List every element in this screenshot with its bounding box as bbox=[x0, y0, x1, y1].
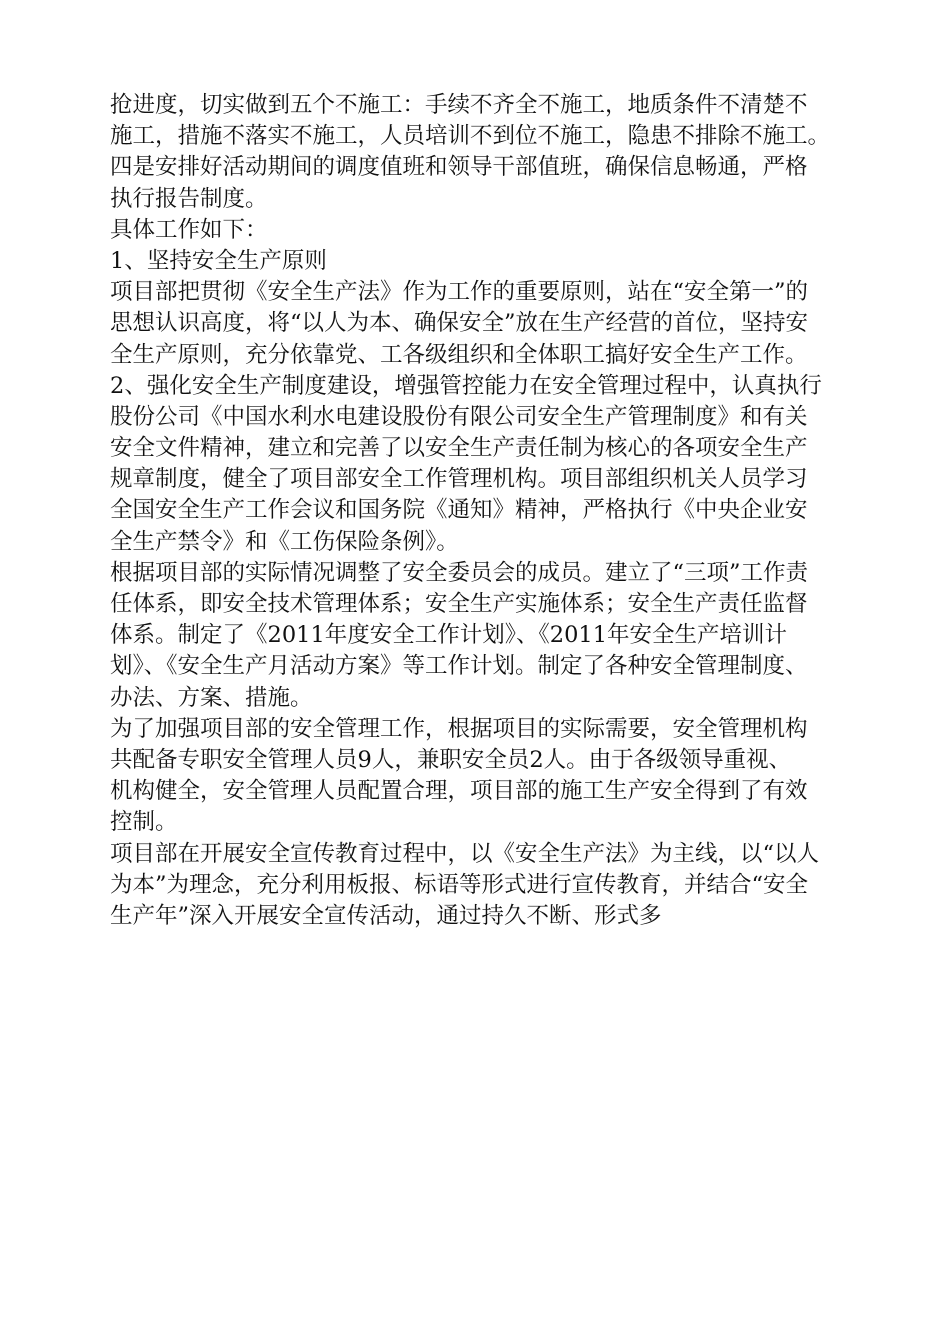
text-line: 全国安全生产工作会议和国务院《通知》精神，严格执行《中央企业安 bbox=[110, 497, 808, 524]
text-line: 生产年”深入开展安全宣传活动，通过持久不断、形式多 bbox=[110, 902, 662, 929]
text-line: 项目部在开展安全宣传教育过程中，以《安全生产法》为主线，以“以人 bbox=[110, 840, 820, 867]
text-line: 抢进度，切实做到五个不施工：手续不齐全不施工，地质条件不清楚不 bbox=[110, 92, 808, 118]
text-line: 安全文件精神，建立和完善了以安全生产责任制为核心的各项安全生产 bbox=[110, 435, 808, 462]
text-line: 四是安排好活动期间的调度值班和领导干部值班，确保信息畅通，严格 bbox=[110, 154, 808, 181]
text-line: 全生产原则，充分依靠党、工各级组织和全体职工搞好安全生产工作。 bbox=[110, 341, 808, 368]
text-line: 控制。 bbox=[110, 809, 178, 836]
text-line: 规章制度，健全了项目部安全工作管理机构。项目部组织机关人员学习 bbox=[110, 466, 808, 493]
section-heading: 1、坚持安全生产原则 bbox=[110, 247, 327, 274]
text-line: 体系。制定了《2011年度安全工作计划》、《2011年安全生产培训计 bbox=[110, 622, 788, 649]
text-line: 思想认识高度，将“以人为本、确保安全”放在生产经营的首位，坚持安 bbox=[110, 310, 809, 337]
text-line: 划》、《安全生产月活动方案》等工作计划。制定了各种安全管理制度、 bbox=[110, 653, 808, 680]
text-line: 为本”为理念，充分利用板报、标语等形式进行宣传教育，并结合“安全 bbox=[110, 871, 809, 898]
text-line: 为了加强项目部的安全管理工作，根据项目的实际需要，安全管理机构 bbox=[110, 715, 808, 742]
document-body bbox=[110, 90, 870, 932]
text-line: 施工，措施不落实不施工，人员培训不到位不施工，隐患不排除不施工。 bbox=[110, 123, 831, 150]
text-line: 股份公司《中国水利水电建设股份有限公司安全生产管理制度》和有关 bbox=[110, 403, 808, 430]
text-line: 项目部把贯彻《安全生产法》作为工作的重要原则，站在“安全第一”的 bbox=[110, 279, 809, 306]
text-line: 机构健全，安全管理人员配置合理，项目部的施工生产安全得到了有效 bbox=[110, 778, 808, 805]
text-line: 共配备专职安全管理人员9人，兼职安全员2人。由于各级领导重视、 bbox=[110, 746, 792, 773]
text-line: 办法、方案、措施。 bbox=[110, 684, 313, 711]
text-line: 执行报告制度。 bbox=[110, 185, 268, 212]
text-line: 全生产禁令》和《工伤保险条例》。 bbox=[110, 528, 459, 555]
section-heading: 2、强化安全生产制度建设，增强管控能力在安全管理过程中，认真执行 bbox=[110, 372, 822, 399]
text-line: 具体工作如下： bbox=[110, 216, 268, 243]
text-line: 任体系，即安全技术管理体系；安全生产实施体系；安全生产责任监督 bbox=[110, 591, 808, 617]
text-line: 根据项目部的实际情况调整了安全委员会的成员。建立了“三项”工作责 bbox=[110, 559, 809, 586]
